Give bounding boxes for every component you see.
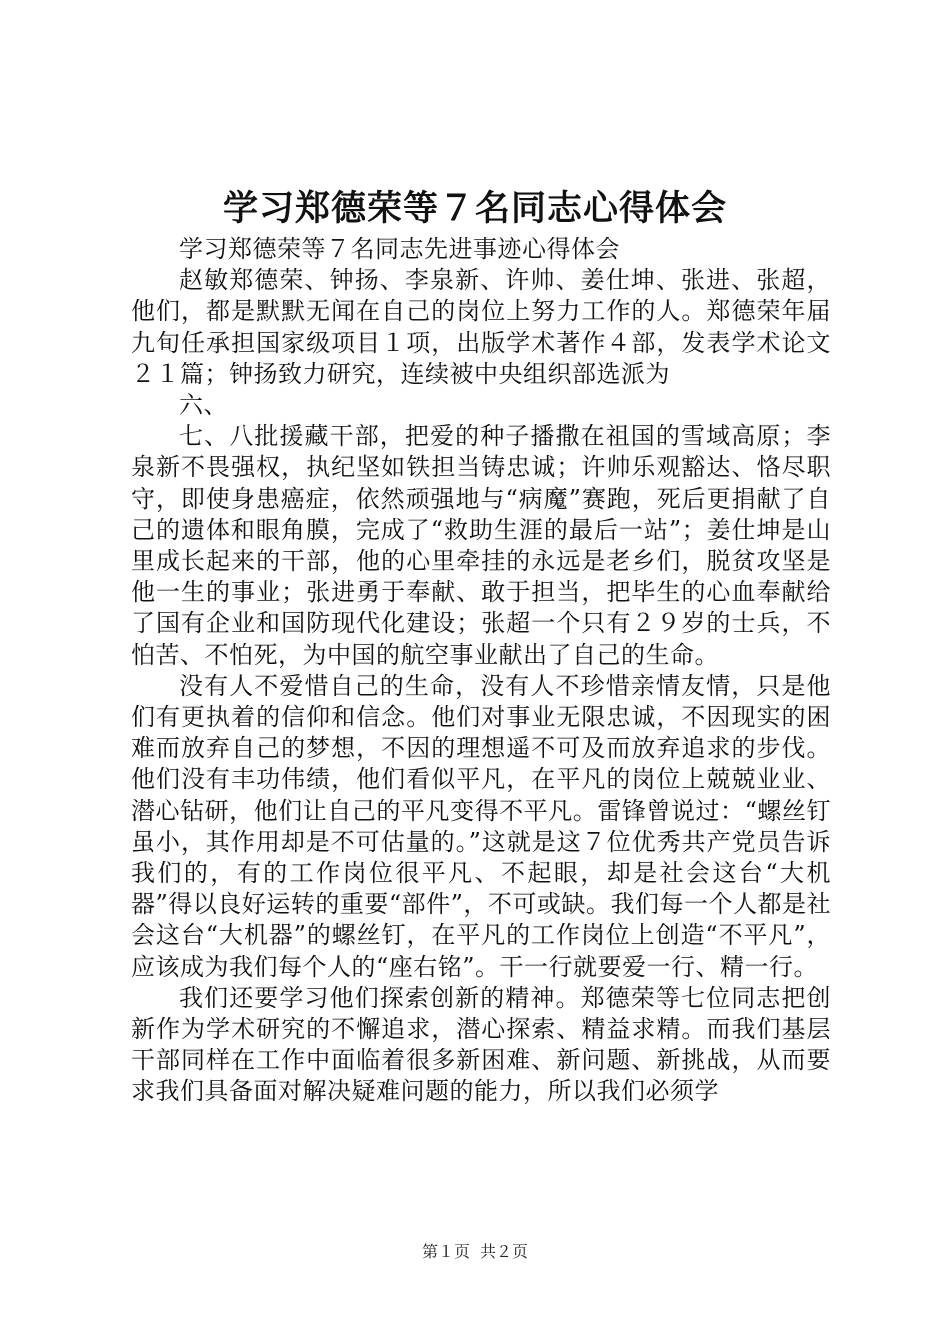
body-paragraph: 我们还要学习他们探索创新的精神。郑德荣等七位同志把创新作为学术研究的不懈追求，潜心探索、精益求精。而我们基层干部同样在工作中面临着很多新困难、新问题、新挑战，从而要求我们具备面对解决疑难问题的能力，所以我们必须学 (131, 983, 831, 1106)
page-total: 共２页 (480, 1242, 529, 1261)
body-paragraph: 赵敏郑德荣、钟扬、李泉新、许帅、姜仕坤、张进、张超，他们，都是默默无闻在自己的岗位上努力工作的人。郑德荣年届九旬任承担国家级项目１项，出版学术著作４部，发表学术论文２１篇；钟扬致力研究，连续被中央组织部选派为 (131, 266, 831, 388)
body-paragraph: 六、 (179, 391, 228, 420)
page-footer (0, 1240, 950, 1264)
document-title: 学习郑德荣等７名同志心得体会 (222, 188, 727, 229)
document-body (131, 234, 831, 1108)
subtitle-paragraph: 学习郑德荣等７名同志先进事迹心得体会 (179, 235, 620, 263)
body-paragraph: 没有人不爱惜自己的生命，没有人不珍惜亲情友情，只是他们有更执着的信仰和信念。他们对事业无限忠诚，不因现实的困难而放弃自己的梦想，不因的理想遥不可及而放弃追求的步伐。他们没有丰功伟绩，他们看似平凡，在平凡的岗位上兢兢业业、潜心钻研，他们让自己的平凡变得不平凡。雷锋曾说过：“螺丝钉虽小，其作用却是不可估量的。”这就是这７位优秀共产党员告诉我们的，有的工作岗位很平凡、不起眼，却是社会这台“大机器”得以良好运转的重要“部件”，不可或缺。我们每一个人都是社会这台“大机器”的螺丝钉，在平凡的工作岗位上创造“不平凡”，应该成为我们每个人的“座右铭”。干一行就要爱一行、精一行。 (131, 671, 831, 981)
page-number: 第１页 (421, 1242, 470, 1261)
body-paragraph: 七、八批援藏干部，把爱的种子播撒在祖国的雪域高原；李泉新不畏强权，执纪坚如铁担当铸忠诚；许帅乐观豁达、恪尽职守，即使身患癌症，依然顽强地与“病魔”赛跑，死后更捐献了自己的遗体和眼角膜，完成了“救助生涯的最后一站”；姜仕坤是山里成长起来的干部，他的心里牵挂的永远是老乡们，脱贫攻坚是他一生的事业；张进勇于奉献、敢于担当，把毕生的心血奉献给了国有企业和国防现代化建设；张超一个只有２９岁的士兵，不怕苦、不怕死，为中国的航空事业献出了自己的生命。 (131, 422, 831, 669)
